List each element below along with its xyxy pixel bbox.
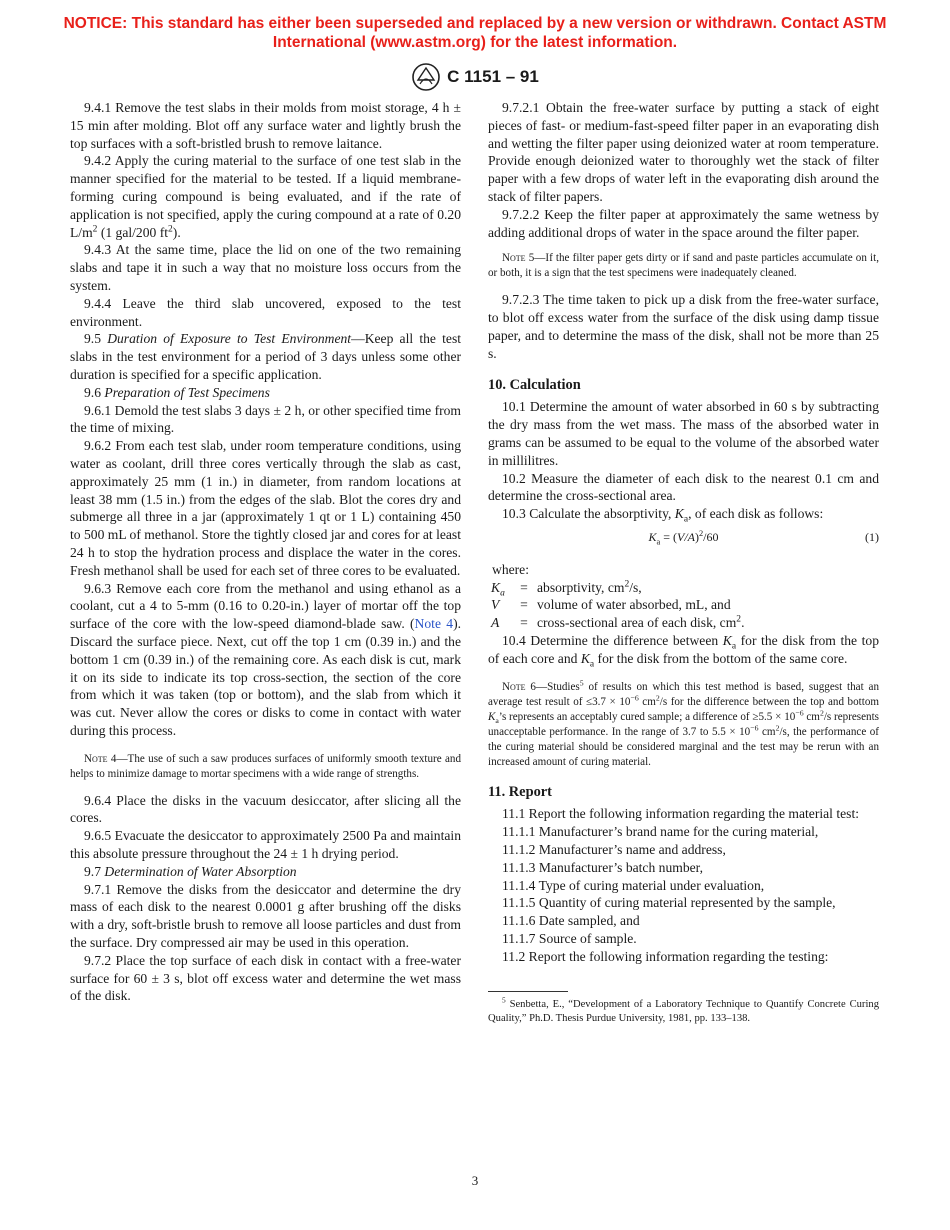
para-9-7-2: 9.7.2 Place the top surface of each disk in contact with a free-water surface for 60 ± 3 s, blot off excess water and determine the wet mass of the disk. xyxy=(70,952,461,1004)
report-item: 11.1.2 Manufacturer’s name and address, xyxy=(502,841,726,857)
section-11-heading: 11. Report xyxy=(488,783,552,800)
definition-row: V = volume of water absorbed, mL, and xyxy=(491,597,731,613)
para-9-7-1: 9.7.1 Remove the disks from the desiccator and determine the dry mass of each disk to the nearest 0.0001 g after brushing off the disks with a dry, soft-bristle brush to remove all loose particles and dust from the surface. Dry compressed air may be used in this operation. xyxy=(70,881,461,951)
para-9-4-3: 9.4.3 At the same time, place the lid on one of the two remaining slabs and tape it in such a way that no moisture loss occurs from the system. xyxy=(70,242,461,293)
note-4-link[interactable]: Note 4 xyxy=(414,616,454,632)
report-item: 11.1.3 Manufacturer’s batch number, xyxy=(502,859,704,875)
para-9-7-2-3: 9.7.2.3 The time taken to pick up a disk from the free-water surface, to blot off excess water from the surface of the disk using damp tissue paper, and to determine the mass of the disk, shall not be more than 25 s. xyxy=(488,292,879,361)
page-number: 3 xyxy=(471,1173,479,1188)
footnote-5: $^5$ Senbetta, E., “Development of a Laboratory Technique to Quantify Concrete Curing Quality,” Ph.D. Thesis Purdue University, 1981, pp. 133–138. xyxy=(488,995,879,1025)
note-4: Note 4—The use of such a saw produces surfaces of uniformly smooth texture and helps to minimize damage to mortar specimens with a wide range of strengths. xyxy=(70,752,461,780)
para-11-2: 11.2 Report the following information regarding the testing: xyxy=(502,948,829,964)
para-9-6-1: 9.6.1 Demold the test slabs 3 days ± 2 h, or other specified time from the time of mixing. xyxy=(70,402,461,436)
report-item: 11.1.4 Type of curing material under evaluation, xyxy=(502,877,765,893)
report-item: 11.1.6 Date sampled, and xyxy=(502,913,640,929)
para-9-4-2: 9.4.2 Apply the curing material to the surface of one test slab in the manner specified for the material to be tested. If a liquid membrane-forming curing compound is being evaluated, and if the rate of application is not specified, apply the curing compound at a rate of 0.20 $L/m^2$ (1 gal/200 $ft^2$). xyxy=(70,153,461,240)
para-9-5: 9.5 Duration of Exposure to Test Environment—Keep all the test slabs in the test environment for a period of 3 days unless some other duration is specified for a specific application. xyxy=(70,331,462,382)
para-10-2: 10.2 Measure the diameter of each disk to the nearest 0.1 cm and determine the cross-sectional area. xyxy=(488,470,879,504)
para-9-7-2-2: 9.7.2.2 Keep the filter paper at approximately the same wetness by adding additional drops of water in the space around the filter paper. xyxy=(488,206,879,240)
equation-1: $K_a = (V/A)^2/60$ (1) xyxy=(648,528,879,547)
definition-row: $K_a$ = absorptivity, $cm^2/s$, xyxy=(491,579,642,599)
para-10-1: 10.1 Determine the amount of water absorbed in 60 s by subtracting the dry mass from the wet mass. The mass of the absorbed water in grams can be assumed to be equal to the volume of the absorbed water in millilitres. xyxy=(488,399,879,468)
report-item: 11.1.7 Source of sample. xyxy=(502,930,637,946)
para-9-7: 9.7 Determination of Water Absorption xyxy=(84,863,297,879)
page-header xyxy=(0,62,950,92)
definition-row: A = cross-sectional area of each disk, $cm^2$. xyxy=(491,614,745,631)
standard-designation: C 1151 – 91 xyxy=(447,67,539,86)
para-11-1: 11.1 Report the following information regarding the material test: xyxy=(502,806,859,822)
section-10-heading: 10. Calculation xyxy=(488,376,581,393)
para-10-4: 10.4 Determine the difference between $K_a$ for the disk from the top of each core and $K_a$ for the disk from the bottom of the same core. xyxy=(488,632,879,670)
where-label: where: xyxy=(492,561,529,577)
equation-number: (1) xyxy=(865,529,879,544)
para-9-4-1: 9.4.1 Remove the test slabs in their molds from moist storage, 4 h ± 15 min after molding. Blot off any surface water and lightly brush the top surfaces with a soft-bristled brush to remove laitance. xyxy=(70,100,461,151)
report-item: 11.1.5 Quantity of curing material represented by the sample, xyxy=(502,895,836,911)
right-column xyxy=(488,99,879,1026)
para-9-6-5: 9.6.5 Evacuate the desiccator to approximately 2500 Pa and maintain this absolute pressure throughout the 24 ± 1 h drying period. xyxy=(70,828,461,862)
para-9-6-3: 9.6.3 Remove each core from the methanol and using ethanol as a coolant, cut a 4 to 5-mm (0.16 to 0.20-in.) layer of mortar off the top surface of the core with the low-speed diamond-blade saw. (Note 4). Discard the surface piece. Next, cut off the top 1 cm (0.39 in.) and the bottom 1 cm (0.39 in.) of the remaining core. As each disk is cut, mark it on its side to indicate its top cross-section, the section of the core from which it was taken (top or bottom), and the slab from which it was cut. Never allow the cores or disks to come in contact with water during this process. xyxy=(70,580,461,738)
para-9-4-4: 9.4.4 Leave the third slab uncovered, exposed to the test environment. xyxy=(70,295,461,329)
footnote-divider xyxy=(488,991,568,992)
astm-logo-icon xyxy=(411,62,441,92)
para-9-7-2-1: 9.7.2.1 Obtain the free-water surface by putting a stack of eight pieces of fast- or medium-fast-speed filter paper in an evaporating dish and wetting the filter paper using deionized water at room temperature. Provide enough deionized water to thoroughly wet the stack of filter paper with a few drops of water left in the evaporating dish around the stack of filter papers. xyxy=(488,100,879,204)
report-item: 11.1.1 Manufacturer’s brand name for the curing material, xyxy=(502,824,819,840)
para-9-6: 9.6 Preparation of Test Specimens xyxy=(84,384,270,400)
left-column xyxy=(70,99,461,1005)
note-6: Note 6—Studies$^5$ of results on which this test method is based, suggest that an average test result of $\le 3.7 \times 10^{-6}$ $cm^2/s$ for the difference between the top and bottom $K_a’s$ represents an acceptably cured sample; a difference of $\ge 5.5 \times 10^{-6}$ $cm^2/s$ represents unacceptable performance. In the range of 3.7 to $5.5 \times 10^{-6}$ $cm^2/s$, the performance of the curing material should be considered marginal and the test may be rerun with an increased amount of curing material. xyxy=(488,677,880,768)
para-10-3: 10.3 Calculate the absorptivity, $K_a$, of each disk as follows: xyxy=(502,506,824,525)
note-5: Note 5—If the filter paper gets dirty or if sand and paste particles accumulate on it, or both, it is a sign that the test specimens were inadequately cleaned. xyxy=(488,252,879,280)
notice-banner: NOTICE: This standard has either been superseded and replaced by a new version or withdrawn. Contact ASTM International (www.astm.org) for the latest information. xyxy=(63,15,887,51)
para-9-6-4: 9.6.4 Place the disks in the vacuum desiccator, after slicing all the cores. xyxy=(70,792,461,826)
para-9-6-2: 9.6.2 From each test slab, under room temperature conditions, using water as coolant, drill three cores vertically through the slab as cast, approximately 25 mm (1 in.) in diameter, from random locations at least 38 mm (1.5 in.) from the edges of the slab. Blot the cores dry and submerge all three in a jar (approximately 1 qt or 1 L) containing 450 to 500 mL of methanol. Store the tightly closed jar and cores for at least 24 h to stop the hydration process and displace the water in the cores. Fresh methanol shall be used for each set of three cores to be evaluated. xyxy=(70,438,461,578)
